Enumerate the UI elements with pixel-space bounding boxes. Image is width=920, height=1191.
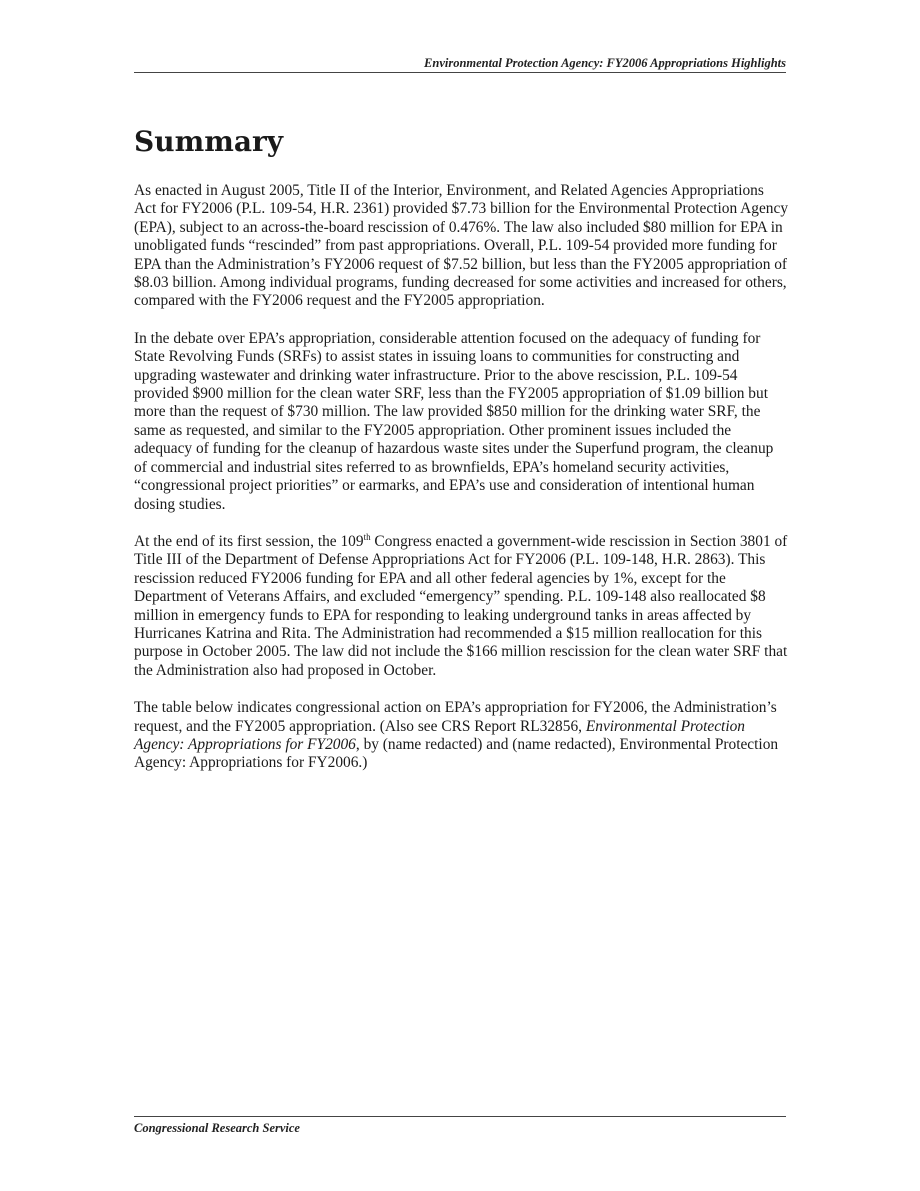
running-header: Environmental Protection Agency: FY2006 Appropriations Highlights <box>424 56 786 70</box>
paragraph-enactment: As enacted in August 2005, Title II of the Interior, Environment, and Related Agencies Appropriations Act for FY2006 (P.L. 109-54, H.R. 2361) provided $7.73 billion for the Environmental Protection Agency (EPA), subject to an across-the-board rescission of 0.476%. The law also included $80 million for EPA in unobligated funds “rescinded” from past appropriations. Overall, P.L. 109-54 provided more funding for EPA than the Administration’s FY2006 request of $7.52 billion, but less than the FY2005 appropriation of $8.03 billion. Among individual programs, funding decreased for some activities and increased for others, compared with the FY2006 request and the FY2005 appropriation. <box>134 182 789 310</box>
paragraph-rescission-rest: Congress enacted a government-wide rescission in Section 3801 of Title III of the Department of Defense Appropriations Act for FY2006 (P.L. 109-148, H.R. 2863). This rescission reduced FY2006 funding for EPA and all other federal agencies by 1%, except for the Department of Veterans Affairs, and excluded “emergency” spending. P.L. 109-148 also reallocated $8 million in emergency funds to EPA for responding to leaking underground tanks in areas affected by Hurricanes Katrina and Rita. The Administration had recommended a $15 million reallocation for this purpose in October 2005. The law did not include the $166 million rescission for the clean water SRF that the Administration also had proposed in October. <box>134 532 788 679</box>
paragraph-rescission <box>134 533 789 680</box>
footer-rule <box>134 1116 786 1117</box>
report-title: Environmental Protection Agency: Appropriations for FY2006 <box>134 717 745 753</box>
ordinal-superscript: th <box>363 531 371 542</box>
header-rule <box>134 72 786 73</box>
footer-publisher: Congressional Research Service <box>134 1121 300 1135</box>
paragraph-table-intro-rest: , by (name redacted) and (name redacted), Environmental Protection Agency: Appropriations for FY2006.) <box>134 735 779 772</box>
section-heading: Summary <box>134 125 283 158</box>
paragraph-srf-debate: In the debate over EPA’s appropriation, considerable attention focused on the adequacy of funding for State Revolving Funds (SRFs) to assist states in issuing loans to communities for constructing and upgrading wastewater and drinking water infrastructure. Prior to the above rescission, P.L. 109-54 provided $900 million for the clean water SRF, less than the FY2005 appropriation of $1.09 billion but more than the request of $730 million. The law provided $850 million for the drinking water SRF, the same as requested, and similar to the FY2005 appropriation. Other prominent issues included the adequacy of funding for the cleanup of hazardous waste sites under the Superfund program, the cleanup of commercial and industrial sites referred to as brownfields, EPA’s homeland security activities, “congressional project priorities” or earmarks, and EPA’s use and consideration of intentional human dosing studies. <box>134 329 774 513</box>
paragraph-table-intro <box>134 699 789 773</box>
document-body <box>134 122 789 792</box>
paragraph-table-intro-lead: The table below indicates congressional action on EPA’s appropriation for FY2006, the Administration’s request, and the FY2005 appropriation. (Also see CRS Report RL32856, <box>134 699 777 735</box>
paragraph-rescission-lead: At the end of its first session, the 109 <box>134 532 364 550</box>
